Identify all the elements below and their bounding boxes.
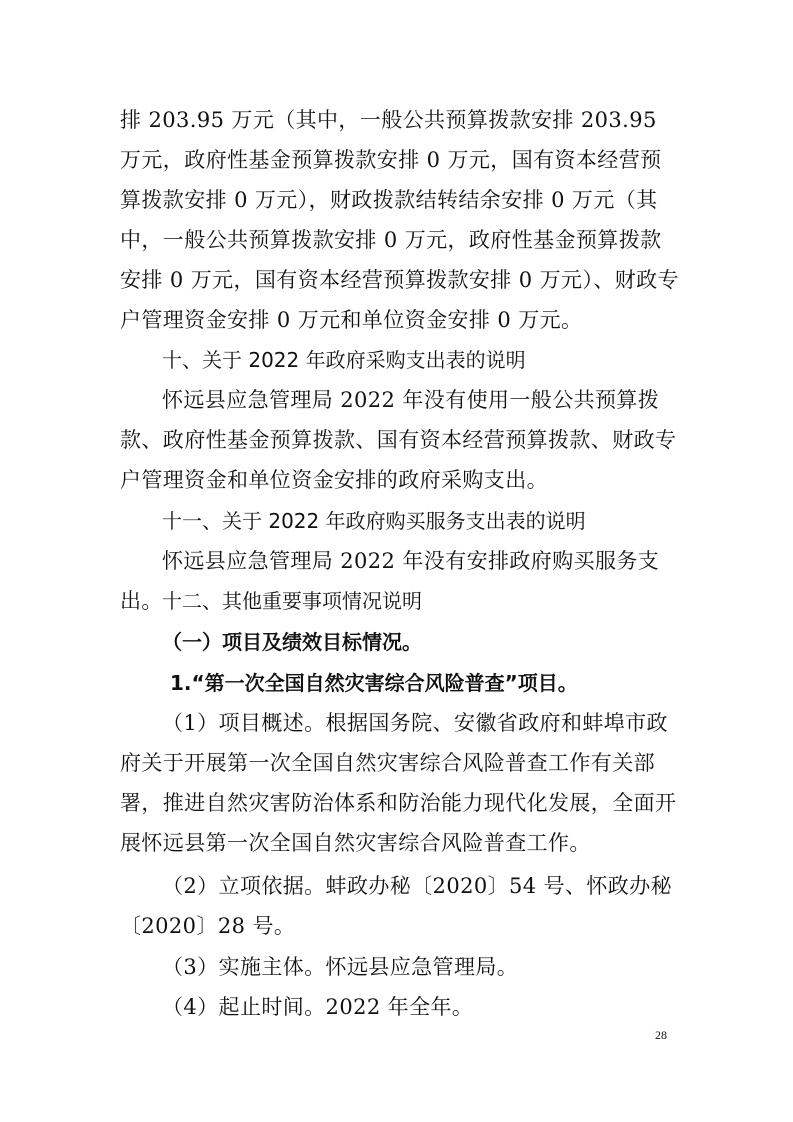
section-10-heading: 十、关于 2022 年政府采购支出表的说明 [162, 348, 526, 372]
section-11-paragraph: 怀远县应急管理局 2022 年没有安排政府购买服务支出。 [120, 549, 660, 613]
project-goals-subheading: （一）项目及绩效目标情况。 [162, 630, 422, 654]
implementing-body-paragraph: （3）实施主体。怀远县应急管理局。 [162, 955, 519, 979]
project-duration-paragraph: （4）起止时间。2022 年全年。 [162, 995, 474, 1019]
section-11-heading: 十一、关于 2022 年政府购买服务支出表的说明 [162, 509, 586, 533]
project-overview-paragraph: （1）项目概述。根据国务院、安徽省政府和蚌埠市政府关于开展第一次全国自然灾害综合风险普查工作有关部署，推进自然灾害防治体系和防治能力现代化发展，全面开展怀远县第一次全国自然灾害综合风险普查工作。 [120, 711, 677, 855]
budget-arrangement-paragraph: 排 203.95 万元（其中，一般公共预算拨款安排 203.95 万元，政府性基金预算拨款安排 0 万元，国有资本经营预算拨款安排 0 万元），财政拨款结转结余安排 0 万元（其中，一般公共预算拨款安排 0 万元，政府性基金预算拨款安排 0 万元，国有资本经营预算拨款安排 0 万元）、财政专户管理资金安排 0 万元和单位资金安排 0 万元。 [120, 108, 679, 332]
section-12-heading: 十二、其他重要事项情况说明 [162, 589, 422, 613]
project-basis-paragraph: （2）立项依据。蚌政办秘〔2020〕54 号、怀政办秘〔2020〕28 号。 [120, 874, 672, 938]
page-number: 28 [655, 1028, 667, 1042]
risk-survey-project-heading: 1.“第一次全国自然灾害综合风险普查”项目。 [170, 671, 578, 695]
section-10-paragraph: 怀远县应急管理局 2022 年没有使用一般公共预算拨款、政府性基金预算拨款、国有资本经营预算拨款、财政专户管理资金和单位资金安排的政府采购支出。 [120, 388, 677, 492]
